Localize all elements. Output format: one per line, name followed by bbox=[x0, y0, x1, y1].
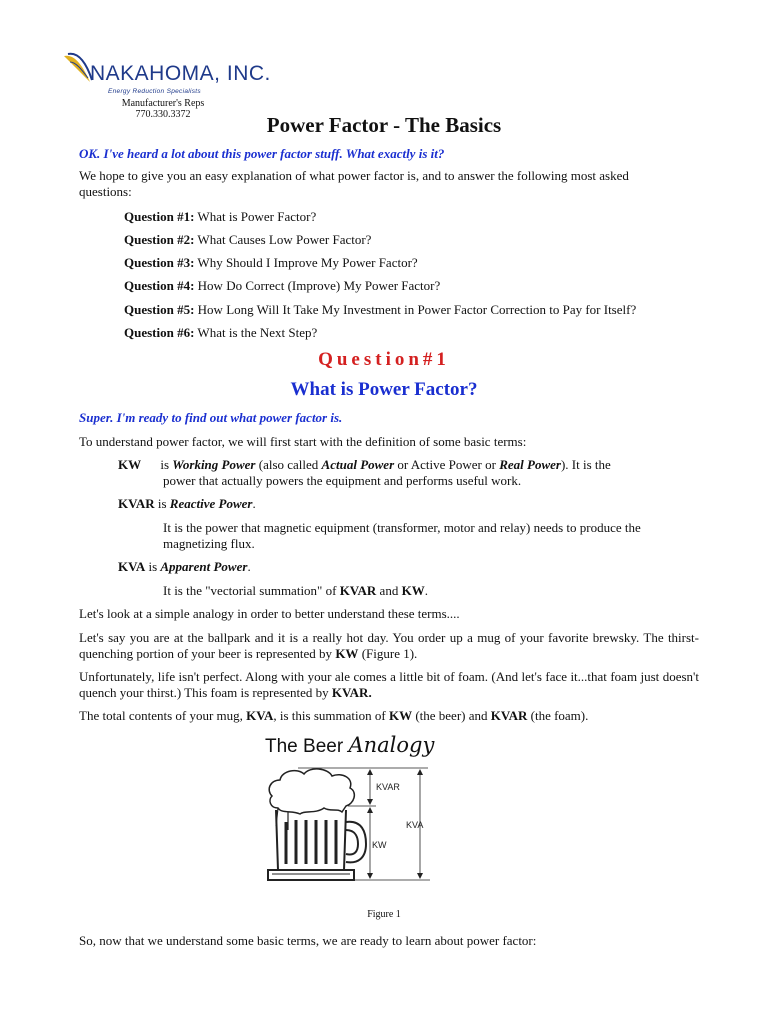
question-label: Question #6: bbox=[124, 325, 195, 340]
question-item bbox=[124, 325, 317, 341]
kvar-arrowhead-bottom bbox=[367, 799, 373, 805]
kw-label: KW bbox=[118, 457, 142, 472]
section-subheading: What is Power Factor? bbox=[290, 379, 478, 400]
figure-title-plain: The Beer bbox=[265, 736, 349, 757]
ballpark-kw: KW bbox=[335, 645, 359, 661]
ballpark-paragraph bbox=[79, 630, 699, 661]
foam-shape bbox=[269, 769, 354, 814]
kva-definition bbox=[118, 559, 251, 575]
kva-desc-a: It is the "vectorial summation" of bbox=[163, 583, 340, 598]
foam-paragraph bbox=[79, 669, 699, 700]
kw-arrowhead-bottom bbox=[367, 873, 373, 879]
reps-line: Manufacturer's Reps bbox=[121, 98, 205, 109]
intro-paragraph: We hope to give you an easy explanation of what power factor is, and to answer the following most asked questions: bbox=[79, 168, 629, 199]
kw-definition bbox=[118, 457, 678, 473]
mug-handle bbox=[346, 822, 366, 863]
kva-arrowhead-top bbox=[417, 769, 423, 775]
total-e: (the beer) and bbox=[412, 708, 491, 723]
kvar-arrowhead-top bbox=[367, 769, 373, 775]
total-kva: KVA bbox=[246, 708, 274, 723]
kw-term-working: Working Power bbox=[172, 457, 256, 472]
label-kw: KW bbox=[372, 840, 387, 850]
kw-mid2: or Active Power or bbox=[394, 457, 500, 472]
figure-title bbox=[265, 733, 434, 758]
ballpark-c: (Figure 1). bbox=[358, 645, 418, 661]
reps-phone: 770.330.3372 bbox=[135, 109, 191, 120]
kw-line2: power that actually powers the equipment and performs useful work. bbox=[163, 473, 522, 488]
kw-end: ). It is the bbox=[560, 457, 611, 472]
label-kva: KVA bbox=[406, 820, 424, 830]
kw-term-real: Real Power bbox=[499, 457, 561, 472]
question-text: What Causes Low Power Factor? bbox=[194, 232, 372, 247]
total-a: The total contents of your mug, bbox=[79, 708, 247, 723]
closing-paragraph: So, now that we understand some basic terms, we are ready to learn about power factor: bbox=[79, 933, 537, 948]
kvar-definition bbox=[118, 496, 256, 512]
kva-label: KVA bbox=[118, 559, 146, 574]
kw-arrowhead-top bbox=[367, 807, 373, 813]
kva-term: Apparent Power bbox=[160, 559, 248, 574]
kvar-is: is bbox=[154, 496, 170, 511]
question-item bbox=[124, 232, 371, 248]
kvar-description: It is the power that magnetic equipment (transformer, motor and relay) needs to produce the magnetizing flux. bbox=[163, 520, 641, 551]
mug-ridges bbox=[286, 820, 336, 864]
question-label: Question #3: bbox=[124, 255, 195, 270]
total-paragraph bbox=[79, 708, 679, 724]
kva-is: is bbox=[145, 559, 161, 574]
kvar-period: . bbox=[252, 496, 256, 511]
question-label: Question #1: bbox=[124, 209, 195, 224]
kva-desc-e: . bbox=[424, 583, 428, 598]
total-kw: KW bbox=[388, 708, 413, 723]
section-lead: Super. I'm ready to find out what power factor is. bbox=[79, 410, 343, 425]
kva-period: . bbox=[247, 559, 251, 574]
kvar-label: KVAR bbox=[118, 496, 155, 511]
figure-title-script: Analogy bbox=[348, 733, 435, 757]
ballpark-a: Let's say you are at the ballpark and it is a really hot day. You order up a mug of your favorite brewsky. The thirst-quenching portion of your beer is represented by bbox=[79, 630, 699, 661]
kva-desc-c: and bbox=[376, 583, 402, 598]
label-kvar: KVAR bbox=[376, 782, 400, 792]
kva-description bbox=[163, 583, 428, 599]
definitions-intro: To understand power factor, we will first start with the definition of some basic terms: bbox=[79, 434, 527, 449]
question-item bbox=[124, 255, 418, 271]
question-label: Question #5: bbox=[124, 302, 195, 317]
mug-base bbox=[268, 870, 354, 880]
figure-caption: Figure 1 bbox=[367, 909, 401, 920]
question-item bbox=[124, 302, 636, 318]
section-heading: Question#1 bbox=[318, 349, 450, 370]
kva-desc-b: KVAR bbox=[339, 583, 377, 598]
kva-arrowhead-bottom bbox=[417, 873, 423, 879]
kva-desc-d: KW bbox=[401, 583, 425, 598]
analogy-intro: Let's look at a simple analogy in order to better understand these terms.... bbox=[79, 606, 460, 621]
kw-term-actual: Actual Power bbox=[321, 457, 395, 472]
company-logo bbox=[60, 48, 271, 98]
kvar-term: Reactive Power bbox=[169, 496, 253, 511]
kw-mid1: (also called bbox=[255, 457, 322, 472]
foam-a: Unfortunately, life isn't perfect. Along with your ale comes a little bit of foam. (And let's face it...that foam just doesn't quench your thirst.) This foam is represented by bbox=[79, 669, 699, 700]
question-item bbox=[124, 278, 440, 294]
question-text: How Long Will It Take My Investment in Power Factor Correction to Pay for Itself? bbox=[194, 302, 637, 317]
page-title: Power Factor - The Basics bbox=[266, 113, 502, 137]
logo-tagline: Energy Reduction Specialists bbox=[108, 88, 201, 95]
intro-question: OK. I've heard a lot about this power factor stuff. What exactly is it? bbox=[79, 146, 445, 161]
question-text: What is Power Factor? bbox=[194, 209, 317, 224]
total-kvar: KVAR bbox=[490, 708, 528, 723]
kw-is: is bbox=[157, 457, 173, 472]
question-text: Why Should I Improve My Power Factor? bbox=[194, 255, 418, 270]
question-item bbox=[124, 209, 316, 225]
foam-kvar: KVAR. bbox=[331, 684, 372, 700]
question-label: Question #4: bbox=[124, 278, 195, 293]
beer-mug-figure bbox=[258, 760, 438, 890]
question-text: How Do Correct (Improve) My Power Factor? bbox=[194, 278, 441, 293]
total-g: (the foam). bbox=[527, 708, 589, 723]
total-c: , is this summation of bbox=[273, 708, 389, 723]
question-text: What is the Next Step? bbox=[194, 325, 318, 340]
logo-company-name: NAKAHOMA, INC. bbox=[90, 62, 271, 85]
question-label: Question #2: bbox=[124, 232, 195, 247]
